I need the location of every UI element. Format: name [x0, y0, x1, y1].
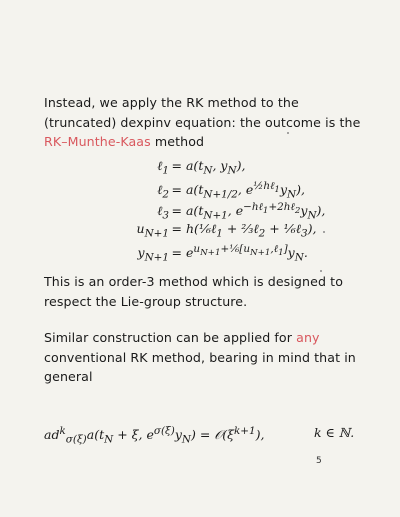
intro-paragraph [44, 93, 364, 152]
equation-row [130, 239, 325, 264]
equation-lhs: $y_{N+1}$ = [137, 245, 182, 264]
intro-tail: method [154, 134, 205, 149]
equation-row [130, 176, 325, 201]
equation-lhs: $u_{N+1}$ = [136, 221, 182, 240]
intro-lead: Instead, we apply the RK method to the (truncated) dexpinv equation: the outcome is the [44, 95, 361, 130]
ad-formula [44, 425, 355, 446]
rk-munthe-kaas-term: RK–Munthe-Kaas [44, 134, 151, 149]
equation-lhs: ℓ$_1$ = [157, 158, 182, 177]
equation-rhs: $e^{u_{N+1}+\frac{1}{6}[u_{N+1},\ell_1]}y_N$. [185, 243, 308, 264]
equation-row [130, 155, 325, 176]
construction-paragraph [44, 328, 364, 387]
page-number: 5 [316, 456, 322, 466]
order-paragraph: This is an order-3 method which is designed to respect the Lie-group structure. [44, 274, 343, 309]
equation-rhs: h(⅙ℓ$_1$ + ⅔ℓ$_2$ + ⅙ℓ$_3$), [185, 221, 317, 240]
equation-rhs: $a(t_{N+1/2}$, $e^{\frac{1}{2}h\ell_1}y_N$), [185, 180, 305, 201]
scan-speck [287, 132, 289, 134]
formula-expression: $ad^k_{\sigma(\xi)}a(t_N + \xi$, $e^{\sigma(\xi)}y_N$) = $𝒪(\xi^{k+1})$, [44, 425, 265, 446]
equation-block [130, 155, 326, 264]
scan-speck [320, 270, 322, 272]
any-highlight: any [296, 330, 320, 345]
equation-lhs: ℓ$_3$ = [157, 203, 182, 222]
equation-rhs: $a(t_{N+1}$, $e^{-h\ell_1+2h\ell_2}y_N$), [185, 201, 326, 222]
equation-rhs: $a(t_N$, $y_N$), [185, 158, 246, 177]
construction-tail: conventional RK method, bearing in mind that in general [44, 349, 356, 384]
equation-row [130, 218, 325, 239]
equation-row [130, 197, 326, 222]
scan-speck [323, 231, 325, 233]
formula-condition: k ∈ ℕ. [314, 425, 355, 440]
construction-lead: Similar construction can be applied for [44, 330, 293, 345]
equation-lhs: ℓ$_2$ = [157, 182, 182, 201]
